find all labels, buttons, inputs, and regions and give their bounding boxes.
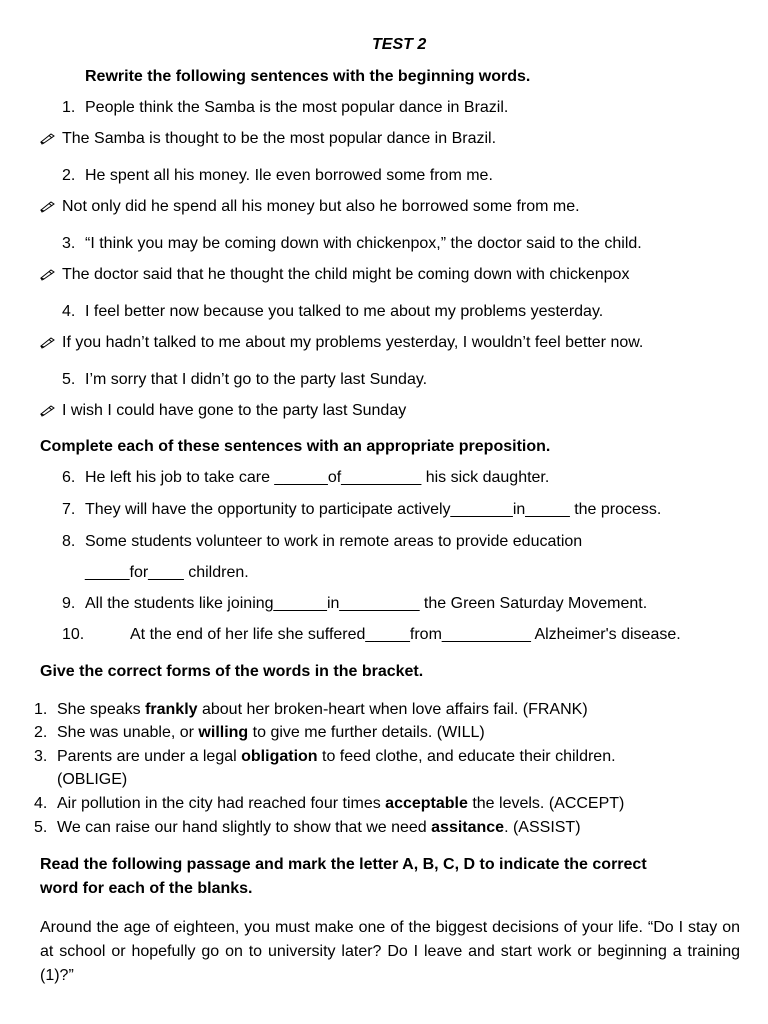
sentence-before: She was unable, or <box>57 724 199 741</box>
section2-heading: Complete each of these sentences with an appropriate preposition. <box>40 438 551 455</box>
question-text-continued: _____for____ children. <box>85 564 249 581</box>
answer-text: If you hadn’t talked to me about my problems yesterday, I wouldn’t feel better now. <box>62 334 644 351</box>
question-number: 1. <box>34 701 48 718</box>
answer-word: willing <box>198 724 249 741</box>
answer-line <box>40 333 643 353</box>
sentence-before: She speaks <box>57 701 146 718</box>
answer-line <box>40 197 580 217</box>
sentence-after: to give me further details. (WILL) <box>248 724 485 741</box>
question-number: 10. <box>62 626 85 643</box>
question-number: 2. <box>62 167 76 184</box>
pen-icon <box>40 403 56 417</box>
pen-icon <box>40 131 56 145</box>
sentence-after: to feed clothe, and educate their children. <box>317 748 616 765</box>
question-text: He spent all his money. Ile even borrowed some from me. <box>85 167 493 184</box>
section4-heading: Read the following passage and mark the letter A, B, C, D to indicate the correct <box>40 856 647 873</box>
question-text: All the students like joining______in_________ the Green Saturday Movement. <box>85 595 648 612</box>
question-text <box>57 794 624 814</box>
sentence-after: . (ASSIST) <box>504 819 581 836</box>
question-number: 4. <box>34 795 48 812</box>
answer-line <box>40 401 406 421</box>
sentence-before: We can raise our hand slightly to show that we need <box>57 819 432 836</box>
question-text: People think the Samba is the most popular dance in Brazil. <box>85 99 509 116</box>
answer-line <box>40 265 629 285</box>
question-number: 5. <box>34 819 48 836</box>
answer-word: frankly <box>145 701 198 718</box>
section1-heading: Rewrite the following sentences with the beginning words. <box>85 68 531 85</box>
question-text <box>57 818 581 838</box>
pen-icon <box>40 199 56 213</box>
question-number: 5. <box>62 371 76 388</box>
question-text: I feel better now because you talked to me about my problems yesterday. <box>85 303 604 320</box>
question-text: He left his job to take care ______of_________ his sick daughter. <box>85 469 550 486</box>
sentence-after: the levels. (ACCEPT) <box>467 795 625 812</box>
question-text <box>57 747 616 767</box>
question-number: 1. <box>62 99 76 116</box>
section4-heading-continued: word for each of the blanks. <box>40 880 253 897</box>
answer-text: The doctor said that he thought the child might be coming down with chickenpox <box>62 266 630 283</box>
pen-icon <box>40 335 56 349</box>
pen-icon <box>40 267 56 281</box>
answer-word: acceptable <box>385 795 468 812</box>
question-number: 4. <box>62 303 76 320</box>
question-text: Some students volunteer to work in remote areas to provide education <box>85 533 583 550</box>
question-text <box>57 700 588 720</box>
question-text: “I think you may be coming down with chickenpox,” the doctor said to the child. <box>85 235 642 252</box>
question-number: 3. <box>62 235 76 252</box>
question-number: 9. <box>62 595 76 612</box>
question-number: 7. <box>62 501 76 518</box>
answer-word: obligation <box>241 748 318 765</box>
answer-line <box>40 129 496 149</box>
question-text: They will have the opportunity to participate actively_______in_____ the process. <box>85 501 662 518</box>
sentence-before: Parents are under a legal <box>57 748 242 765</box>
question-number: 3. <box>34 748 48 765</box>
answer-text: I wish I could have gone to the party last Sunday <box>62 402 407 419</box>
reading-passage: Around the age of eighteen, you must make one of the biggest decisions of your life. “Do I stay on at school or hopefully go on to university later? Do I leave and start work or beginning a training (1)?” <box>40 919 740 984</box>
answer-text: Not only did he spend all his money but also he borrowed some from me. <box>62 198 580 215</box>
sentence-after: about her broken-heart when love affairs fail. (FRANK) <box>197 701 588 718</box>
answer-word: assitance <box>431 819 505 836</box>
question-text: At the end of her life she suffered_____from__________ Alzheimer's disease. <box>130 626 681 643</box>
section3-heading: Give the correct forms of the words in the bracket. <box>40 663 424 680</box>
answer-text: The Samba is thought to be the most popular dance in Brazil. <box>62 130 497 147</box>
sentence-before: Air pollution in the city had reached four times <box>57 795 386 812</box>
question-text-continued: (OBLIGE) <box>57 771 128 788</box>
question-number: 2. <box>34 724 48 741</box>
question-text: I’m sorry that I didn’t go to the party last Sunday. <box>85 371 428 388</box>
question-number: 8. <box>62 533 76 550</box>
test-title: TEST 2 <box>372 36 427 53</box>
question-text <box>57 723 485 743</box>
question-number: 6. <box>62 469 76 486</box>
